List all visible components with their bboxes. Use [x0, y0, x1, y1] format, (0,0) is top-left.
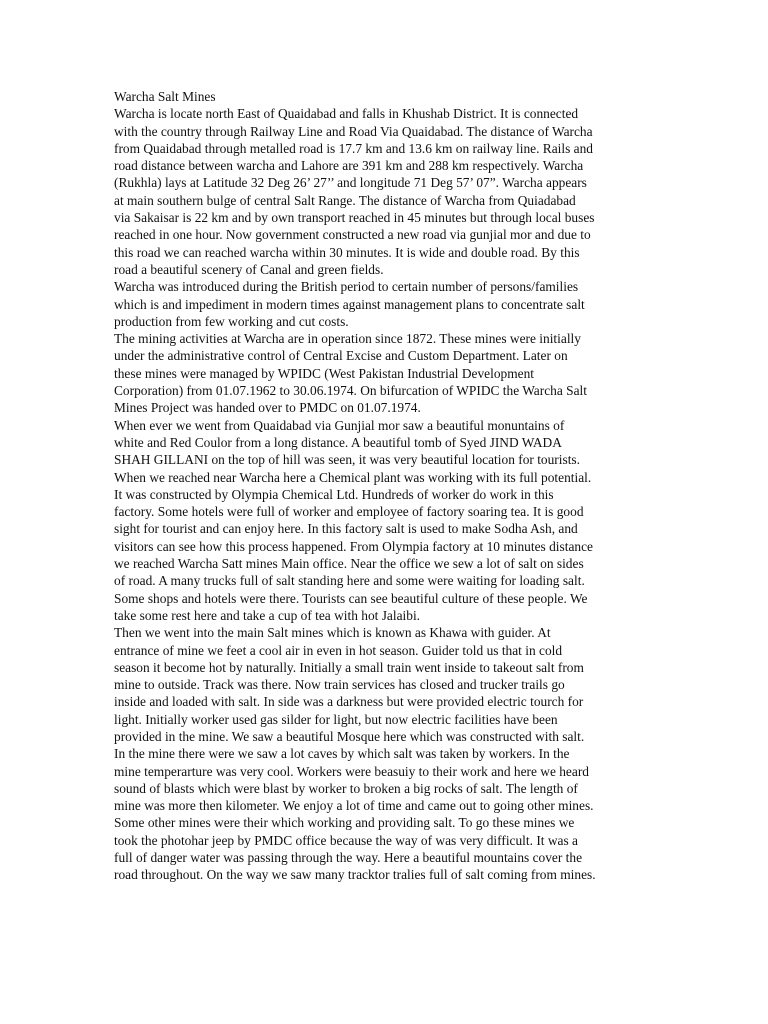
text-line: we reached Warcha Satt mines Main office. Near the office we sew a lot of salt on sides — [114, 556, 584, 572]
text-line: production from few working and cut costs. — [114, 313, 349, 329]
text-line: via Sakaisar is 22 km and by own transport reached in 45 minutes but through local buses — [114, 210, 595, 226]
text-line: The mining activities at Warcha are in operation since 1872. These mines were initially — [114, 331, 581, 347]
text-line: these mines were managed by WPIDC (West Pakistan Industrial Development — [114, 365, 535, 381]
text-line: under the administrative control of Central Excise and Custom Department. Later on — [114, 348, 568, 364]
text-line: Mines Project was handed over to PMDC on 01.07.1974. — [114, 400, 421, 416]
text-line: full of danger water was passing through the way. Here a beautiful mountains cover the — [114, 850, 583, 866]
text-line: SHAH GILLANI on the top of hill was seen, it was very beautiful location for tourists. — [114, 452, 580, 468]
text-line: mine temperarture was very cool. Workers were beasuiy to their work and here we heard — [114, 763, 589, 779]
text-line: season it become hot by naturally. Initially a small train went inside to takeout salt from — [114, 659, 584, 675]
text-line: at main southern bulge of central Salt Range. The distance of Warcha from Quiadabad — [114, 192, 576, 208]
text-line: this road we can reached warcha within 30 minutes. It is wide and double road. By this — [114, 244, 580, 260]
text-line: visitors can see how this process happened. From Olympia factory at 10 minutes distance — [114, 538, 593, 554]
text-line: road a beautiful scenery of Canal and green fields. — [114, 261, 384, 277]
document-title: Warcha Salt Mines — [114, 89, 216, 104]
text-line: (Rukhla) lays at Latitude 32 Deg 26’ 27’’ and longitude 71 Deg 57’ 07”. Warcha appears — [114, 175, 587, 191]
text-line: reached in one hour. Now government constructed a new road via gunjial mor and due to — [114, 227, 591, 243]
text-line: light. Initially worker used gas silder for light, but now electric facilities have been — [114, 711, 558, 727]
text-line: In the mine there were we saw a lot caves by which salt was taken by workers. In the — [114, 746, 570, 762]
text-line: took the photohar jeep by PMDC office because the way of was very difficult. It was a — [114, 832, 578, 848]
text-line: Then we went into the main Salt mines which is known as Khawa with guider. At — [114, 625, 551, 641]
text-line: sight for tourist and can enjoy here. In this factory salt is used to make Sodha Ash, and — [114, 521, 578, 537]
text-line: It was constructed by Olympia Chemical Ltd. Hundreds of worker do work in this — [114, 486, 554, 502]
text-line: Warcha is locate north East of Quaidabad and falls in Khushab District. It is connected — [114, 106, 579, 122]
document-body — [114, 88, 674, 884]
text-line: mine to outside. Track was there. Now train services has closed and trucker trails go — [114, 677, 565, 693]
text-line: Warcha was introduced during the British period to certain number of persons/families — [114, 279, 579, 295]
text-line: Corporation) from 01.07.1962 to 30.06.1974. On bifurcation of WPIDC the Warcha Salt — [114, 383, 587, 399]
text-line: road throughout. On the way we saw many tracktor tralies full of salt coming from mines. — [114, 867, 596, 883]
text-line: which is and impediment in modern times against management plans to concentrate salt — [114, 296, 585, 312]
text-line: provided in the mine. We saw a beautiful Mosque here which was constructed with salt. — [114, 728, 585, 744]
text-line: road distance between warcha and Lahore are 391 km and 288 km respectively. Warcha — [114, 158, 584, 174]
text-line: white and Red Coulor from a long distance. A beautiful tomb of Syed JIND WADA — [114, 434, 562, 450]
text-line: sound of blasts which were blast by worker to broken a big rocks of salt. The length of — [114, 780, 578, 796]
text-line: of road. A many trucks full of salt standing here and some were waiting for loading salt. — [114, 573, 585, 589]
text-line: from Quaidabad through metalled road is 17.7 km and 13.6 km on railway line. Rails and — [114, 140, 593, 156]
text-line: entrance of mine we feet a cool air in even in hot season. Guider told us that in cold — [114, 642, 563, 658]
text-line: Some other mines were their which working and providing salt. To go these mines we — [114, 815, 575, 831]
text-line: take some rest here and take a cup of tea with hot Jalaibi. — [114, 607, 421, 623]
text-line: When we reached near Warcha here a Chemical plant was working with its full potential. — [114, 469, 592, 485]
text-line: with the country through Railway Line and Road Via Quaidabad. The distance of Warcha — [114, 123, 593, 139]
text-line: inside and loaded with salt. In side was a darkness but were provided electric tourch for — [114, 694, 584, 710]
text-line: When ever we went from Quaidabad via Gunjial mor saw a beautiful monuntains of — [114, 417, 565, 433]
text-line: mine was more then kilometer. We enjoy a lot of time and came out to going other mines. — [114, 798, 594, 814]
text-line: factory. Some hotels were full of worker and employee of factory soaring tea. It is good — [114, 504, 584, 520]
text-line: Some shops and hotels were there. Tourists can see beautiful culture of these people. We — [114, 590, 588, 606]
